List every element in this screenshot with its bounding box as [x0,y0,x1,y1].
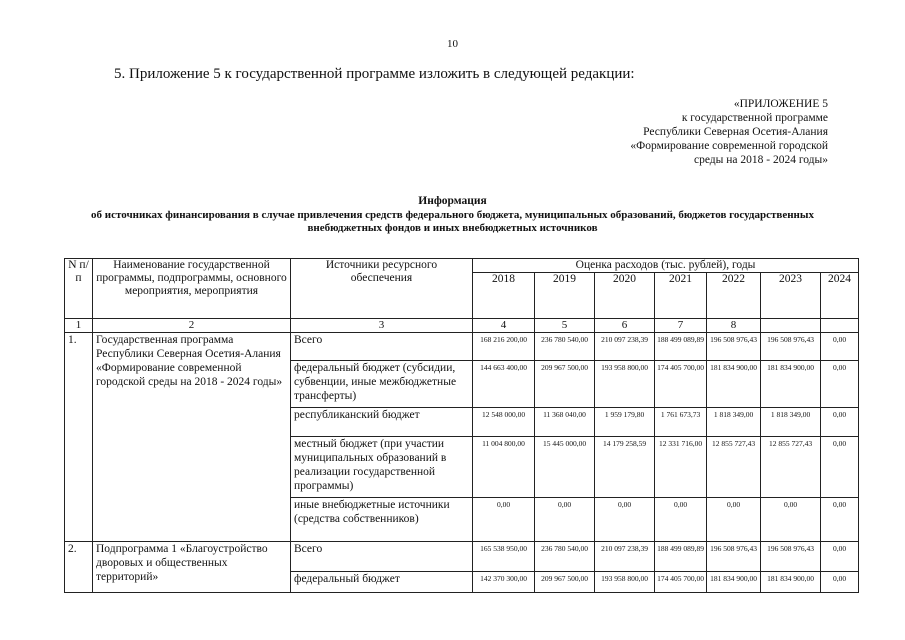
value-cell: 188 499 089,89 [655,542,707,572]
value-cell: 181 834 900,00 [761,361,821,408]
source-label: иные внебюджетные источники (средства собственников) [291,498,473,542]
row-number: 2. [65,542,93,593]
value-cell: 0,00 [821,408,859,437]
appendix-line: среды на 2018 - 2024 годы» [693,154,828,166]
program-name: Государственная программа Республики Северная Осетия-Алания «Формирование современной городской среды на 2018 - 2024 годы» [93,333,291,542]
value-cell: 11 368 040,00 [535,408,595,437]
column-number [761,319,821,333]
value-cell: 12 548 000,00 [473,408,535,437]
value-cell: 181 834 900,00 [707,572,761,593]
appendix-line: «ПРИЛОЖЕНИЕ 5 [733,98,828,110]
value-cell: 188 499 089,89 [655,333,707,361]
value-cell: 1 818 349,00 [707,408,761,437]
column-number: 1 [65,319,93,333]
year-header: 2019 [535,273,595,319]
appendix-line: Республики Северная Осетия-Алания [643,126,828,138]
value-cell: 209 967 500,00 [535,572,595,593]
value-cell: 168 216 200,00 [473,333,535,361]
info-title: Информация [418,195,487,207]
value-cell: 209 967 500,00 [535,361,595,408]
value-cell: 174 405 700,00 [655,361,707,408]
year-header: 2023 [761,273,821,319]
value-cell: 193 958 800,00 [595,361,655,408]
table-row [65,333,859,361]
source-label: Всего [291,333,473,361]
value-cell: 196 508 976,43 [707,333,761,361]
year-header: 2018 [473,273,535,319]
info-subtitle: об источниках финансирования в случае привлечения средств федерального бюджета, муниципальных образований, бюджетов государственных внебюджетных фондов и иных внебюджетных источников [91,209,814,234]
value-cell: 0,00 [821,498,859,542]
value-cell: 11 004 800,00 [473,437,535,498]
source-label: Всего [291,542,473,572]
source-label: федеральный бюджет (субсидии, субвенции, иные межбюджетные трансферты) [291,361,473,408]
value-cell: 14 179 258,59 [595,437,655,498]
value-cell: 236 780 540,00 [535,542,595,572]
value-cell: 0,00 [707,498,761,542]
table-row [65,542,859,572]
value-cell: 196 508 976,43 [761,542,821,572]
source-label: республиканский бюджет [291,408,473,437]
column-number: 7 [655,319,707,333]
value-cell: 0,00 [595,498,655,542]
program-name: Подпрограмма 1 «Благоустройство дворовых и общественных территорий» [93,542,291,593]
value-cell: 0,00 [821,437,859,498]
value-cell: 12 331 716,00 [655,437,707,498]
year-header: 2022 [707,273,761,319]
value-cell: 181 834 900,00 [761,572,821,593]
value-cell: 0,00 [655,498,707,542]
source-label: местный бюджет (при участии муниципальных образований в реализации государственной программы) [291,437,473,498]
value-cell: 165 538 950,00 [473,542,535,572]
header-row [65,259,859,273]
value-cell: 15 445 000,00 [535,437,595,498]
column-number: 3 [291,319,473,333]
column-number: 2 [93,319,291,333]
appendix-line: «Формирование современной городской [630,140,828,152]
value-cell: 12 855 727,43 [707,437,761,498]
financing-table [64,258,859,593]
value-cell: 196 508 976,43 [707,542,761,572]
header-num: N п/п [65,259,93,319]
value-cell: 1 818 349,00 [761,408,821,437]
source-label: федеральный бюджет [291,572,473,593]
row-number: 1. [65,333,93,542]
value-cell: 210 097 238,39 [595,333,655,361]
column-number: 8 [707,319,761,333]
value-cell: 196 508 976,43 [761,333,821,361]
value-cell: 144 663 400,00 [473,361,535,408]
header-source: Источники ресурсного обеспечения [291,259,473,319]
value-cell: 181 834 900,00 [707,361,761,408]
column-number-row [65,319,859,333]
value-cell: 236 780 540,00 [535,333,595,361]
value-cell: 0,00 [821,572,859,593]
value-cell: 142 370 300,00 [473,572,535,593]
column-number: 5 [535,319,595,333]
value-cell: 1 761 673,73 [655,408,707,437]
appendix-line: к государственной программе [681,112,828,124]
value-cell: 0,00 [821,333,859,361]
value-cell: 210 097 238,39 [595,542,655,572]
year-header: 2024 [821,273,859,319]
value-cell: 12 855 727,43 [761,437,821,498]
column-number [821,319,859,333]
value-cell: 174 405 700,00 [655,572,707,593]
value-cell: 0,00 [535,498,595,542]
value-cell: 0,00 [821,361,859,408]
value-cell: 0,00 [761,498,821,542]
page-number: 10 [447,38,458,50]
column-number: 6 [595,319,655,333]
intro-text: 5. Приложение 5 к государственной программе изложить в следующей редакции: [114,66,635,82]
year-header: 2020 [595,273,655,319]
value-cell: 0,00 [821,542,859,572]
header-estimate: Оценка расходов (тыс. рублей), годы [473,259,859,273]
value-cell: 193 958 800,00 [595,572,655,593]
year-header: 2021 [655,273,707,319]
column-number: 4 [473,319,535,333]
header-name: Наименование государственной программы, подпрограммы, основного мероприятия, мероприятия [93,259,291,319]
value-cell: 1 959 179,80 [595,408,655,437]
value-cell: 0,00 [473,498,535,542]
